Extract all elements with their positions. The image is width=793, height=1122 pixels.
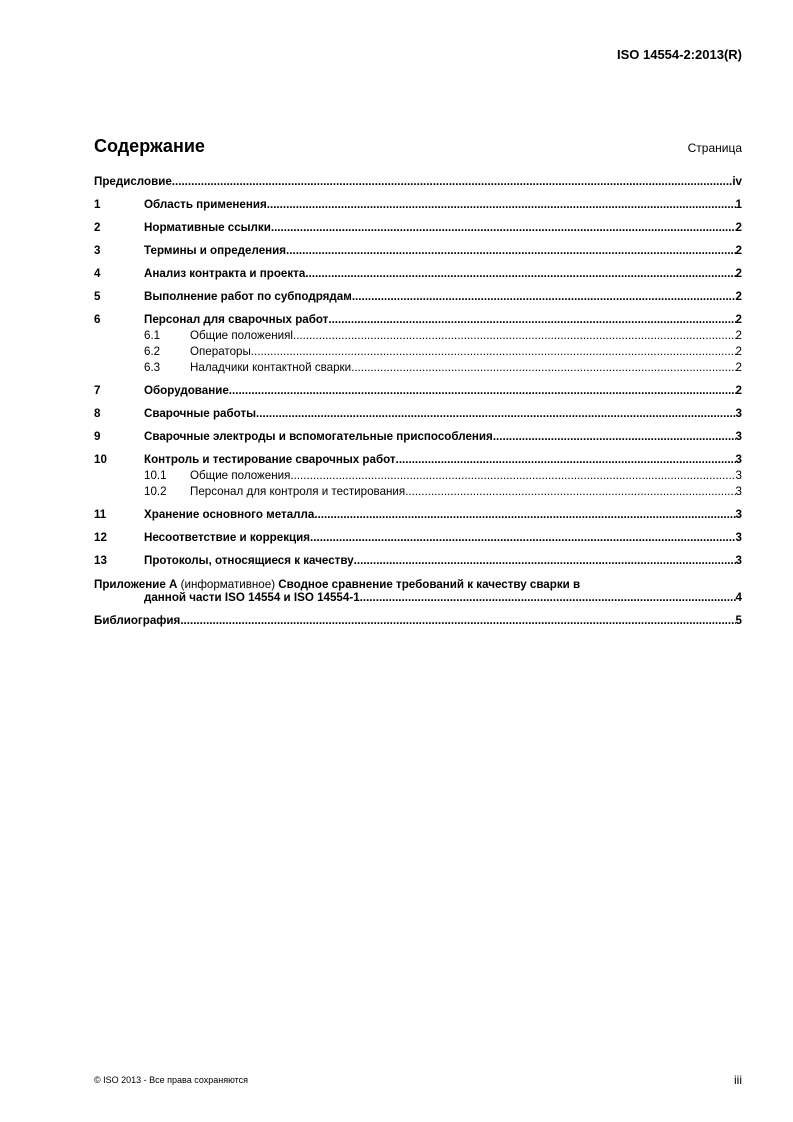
toc-section-entry[interactable] [94,198,742,211]
entry-number: 3 [94,244,101,257]
toc-section-entry[interactable] [94,221,742,234]
entry-title: Оборудование [144,384,229,397]
toc-section-entry[interactable] [94,453,742,466]
dot-leader [305,267,735,280]
entry-title: Общие положения [190,469,291,482]
dot-leader [351,361,735,374]
dot-leader [251,345,736,358]
dot-leader [352,290,736,303]
toc-subsection-entry[interactable] [94,361,742,374]
toc-section-entry[interactable] [94,508,742,521]
entry-page: 2 [735,345,742,358]
entry-title: Термины и определения [144,244,287,257]
entry-page: 2 [735,267,742,280]
entry-page: 2 [735,329,742,342]
entry-title: Общие положенияl [190,329,293,342]
dot-leader [314,508,735,521]
toc-subsection-entry[interactable] [94,329,742,342]
entry-page: 3 [735,485,742,498]
entry-page: 3 [735,407,742,420]
toc-section-entry[interactable] [94,430,742,443]
entry-number: 9 [94,430,101,443]
footer-page-number: iii [734,1073,742,1087]
dot-leader [396,453,736,466]
toc-section-entry[interactable] [94,267,742,280]
dot-leader [328,313,735,326]
entry-number: 6.3 [144,361,161,374]
entry-page: 2 [735,221,742,234]
entry-number: 12 [94,531,107,544]
toc-section-entry[interactable] [94,384,742,397]
entry-title: Персонал для контроля и тестирования [190,485,406,498]
toc-section-entry[interactable] [94,290,742,303]
toc-section-entry[interactable] [94,554,742,567]
table-of-contents [94,175,742,627]
toc-heading: Содержание [94,136,205,156]
entry-page: 3 [735,469,742,482]
entry-page: 3 [735,453,742,466]
entry-number: 4 [94,267,101,280]
dot-leader [172,175,733,188]
entry-number: 13 [94,554,107,567]
entry-title: Хранение основного металла [144,508,315,521]
toc-subsection-entry[interactable] [94,485,742,498]
entry-title: Выполнение работ по субподрядам [144,290,352,303]
dot-leader [293,329,736,342]
toc-section-entry[interactable] [94,531,742,544]
entry-title: Контроль и тестирование сварочных работ [144,453,396,466]
entry-page: 3 [735,531,742,544]
dot-leader [229,384,736,397]
dot-leader [271,221,736,234]
dot-leader [180,614,735,627]
entry-number: 5 [94,290,101,303]
toc-bibliography-entry[interactable] [94,614,742,627]
entry-number: 11 [94,508,107,521]
entry-number: 10.2 [144,485,167,498]
entry-page: iv [732,175,742,188]
entry-title: Несоответствие и коррекция [144,531,311,544]
entry-number: 8 [94,407,101,420]
dot-leader [290,469,735,482]
document-code: ISO 14554-2:2013(R) [616,47,742,62]
entry-title: Сварочные электроды и вспомогательные приспособления [144,430,493,443]
toc-section-entry[interactable] [94,244,742,257]
dot-leader [267,198,736,211]
toc-subsection-entry[interactable] [94,469,742,482]
dot-leader [493,430,736,443]
dot-leader [310,531,736,544]
dot-leader [286,244,736,257]
entry-page: 2 [735,361,742,374]
annex-label: Приложение А [94,578,178,591]
annex-page: 4 [735,591,742,604]
entry-page: 1 [735,198,742,211]
toc-section-entry[interactable] [94,313,742,326]
entry-number: 10 [94,453,107,466]
entry-number: 1 [94,198,101,211]
entry-title: Персонал для сварочных работ [144,313,329,326]
entry-title: Наладчики контактной сварки [190,361,352,374]
entry-page: 3 [735,554,742,567]
entry-page: 2 [735,313,742,326]
entry-title: Операторы [190,345,251,358]
entry-page: 2 [735,384,742,397]
footer-copyright: © ISO 2013 - Все права сохраняются [94,1075,249,1085]
entry-number: 10.1 [144,469,167,482]
toc-section-entry[interactable] [94,175,742,188]
dot-leader [256,407,736,420]
dot-leader [360,591,736,604]
dot-leader [354,554,736,567]
entry-number: 6.1 [144,329,161,342]
page-column-label: Страница [687,141,742,155]
toc-section-entry[interactable] [94,407,742,420]
entry-number: 7 [94,384,101,397]
entry-title: Сварочные работы [144,407,257,420]
entry-page: 3 [735,508,742,521]
entry-page: 2 [735,244,742,257]
entry-number: 6 [94,313,101,326]
entry-page: 3 [735,430,742,443]
entry-title: Предисловие [94,175,172,188]
entry-page: 2 [735,290,742,303]
toc-annex-entry-continued[interactable] [94,591,742,604]
entry-number: 6.2 [144,345,161,358]
entry-title: Протоколы, относящиеся к качеству [144,554,354,567]
bibliography-page: 5 [735,614,742,627]
dot-leader [405,485,735,498]
annex-title-line2: данной части ISO 14554 и ISO 14554-1 [144,591,360,604]
entry-title: Область применения [144,198,267,211]
entry-number: 2 [94,221,101,234]
annex-note: (информативное) [180,578,276,591]
toc-subsection-entry[interactable] [94,345,742,358]
entry-title: Нормативные ссылки [144,221,271,234]
entry-title: Анализ контракта и проекта [144,267,306,280]
bibliography-title: Библиография [94,614,181,627]
annex-title-line1 [94,578,580,591]
toc-annex-entry[interactable] [94,577,742,591]
annex-title: Сводное сравнение требований к качеству сварки в [278,578,581,591]
toc-entries [94,175,742,567]
